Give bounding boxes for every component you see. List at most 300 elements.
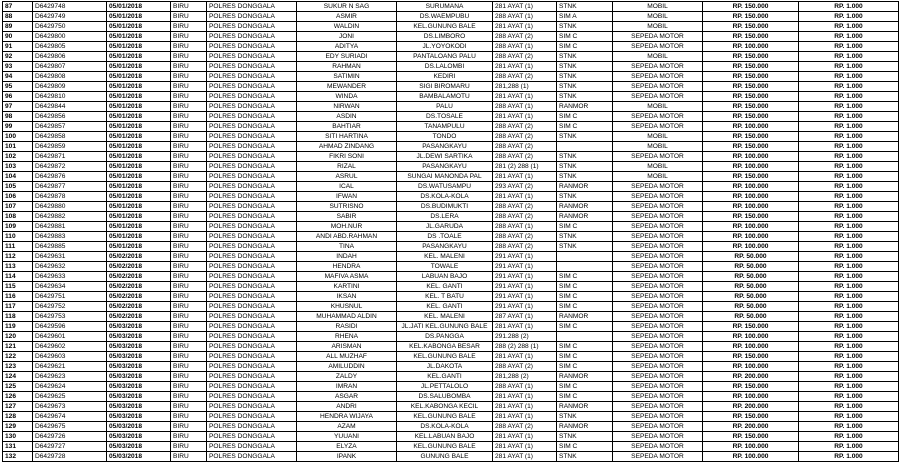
issuing-office-cell: POLRES DONGGALA [207, 172, 297, 182]
issuing-office-cell: POLRES DONGGALA [207, 222, 297, 232]
ticket-color-cell: BIRU [171, 72, 207, 82]
row-number-cell: 114 [3, 272, 33, 282]
ticket-date-cell: 05/03/2018 [107, 402, 171, 412]
issuing-office-cell: POLRES DONGGALA [207, 252, 297, 262]
issuing-office-cell: POLRES DONGGALA [207, 122, 297, 132]
offender-name-cell: KHUSNUL [297, 302, 397, 312]
ticket-color-cell: BIRU [171, 142, 207, 152]
ticket-date-cell: 05/01/2018 [107, 12, 171, 22]
table-row [3, 292, 899, 302]
violated-article-cell: 293 AYAT (2) [493, 182, 557, 192]
seized-document-cell: SIM C [557, 292, 613, 302]
fee-amount-cell: RP. 1.000 [799, 362, 899, 372]
ticket-number-cell: D6429601 [33, 332, 107, 342]
violated-article-cell: 281 AYAT (1) [493, 112, 557, 122]
issuing-office-cell: POLRES DONGGALA [207, 282, 297, 292]
fine-amount-cell: RP. 50.000 [703, 272, 799, 282]
issuing-office-cell: POLRES DONGGALA [207, 192, 297, 202]
ticket-color-cell: BIRU [171, 262, 207, 272]
ticket-number-cell: D6429621 [33, 362, 107, 372]
fine-amount-cell: RP. 150.000 [703, 352, 799, 362]
fee-amount-cell: RP. 1.000 [799, 242, 899, 252]
ticket-color-cell: BIRU [171, 32, 207, 42]
violated-article-cell: 288 AYAT (2) [493, 242, 557, 252]
table-row [3, 422, 899, 432]
seized-document-cell: RANMOR [557, 202, 613, 212]
vehicle-type-cell: SEPEDA MOTOR [613, 112, 703, 122]
vehicle-type-cell: SEPEDA MOTOR [613, 42, 703, 52]
ticket-date-cell: 05/01/2018 [107, 52, 171, 62]
offender-address-cell: KEL. GANTI [397, 282, 493, 292]
fee-amount-cell: RP. 1.000 [799, 192, 899, 202]
ticket-number-cell: D6429809 [33, 82, 107, 92]
row-number-cell: 94 [3, 72, 33, 82]
issuing-office-cell: POLRES DONGGALA [207, 402, 297, 412]
violated-article-cell: 288 AYAT (1) [493, 222, 557, 232]
fine-amount-cell: RP. 100.000 [703, 222, 799, 232]
fine-amount-cell: RP. 100.000 [703, 242, 799, 252]
violated-article-cell: 288 AYAT (2) [493, 132, 557, 142]
table-row [3, 32, 899, 42]
ticket-color-cell: BIRU [171, 442, 207, 452]
table-row [3, 442, 899, 452]
fine-amount-cell: RP. 150.000 [703, 22, 799, 32]
violated-article-cell: 281 AYAT (1) [493, 402, 557, 412]
row-number-cell: 128 [3, 412, 33, 422]
ticket-date-cell: 05/01/2018 [107, 222, 171, 232]
fee-amount-cell: RP. 1.000 [799, 122, 899, 132]
fee-amount-cell: RP. 1.000 [799, 42, 899, 52]
violated-article-cell: 288 AYAT (2) [493, 422, 557, 432]
ticket-color-cell: BIRU [171, 452, 207, 462]
seized-document-cell: SIM C [557, 322, 613, 332]
offender-name-cell: SUKUR N SAG [297, 2, 397, 12]
violated-article-cell: 288 AYAT (2) [493, 232, 557, 242]
row-number-cell: 89 [3, 22, 33, 32]
vehicle-type-cell: SEPEDA MOTOR [613, 422, 703, 432]
issuing-office-cell: POLRES DONGGALA [207, 342, 297, 352]
seized-document-cell: STNK [557, 162, 613, 172]
offender-address-cell: DS.SALUBOMBA [397, 392, 493, 402]
issuing-office-cell: POLRES DONGGALA [207, 162, 297, 172]
ticket-number-cell: D6429634 [33, 282, 107, 292]
table-row [3, 122, 899, 132]
seized-document-cell: STNK [557, 82, 613, 92]
offender-address-cell: SUNGAI MANONDA PAL [397, 172, 493, 182]
fine-amount-cell: RP. 50.000 [703, 292, 799, 302]
offender-name-cell: IFWAN [297, 192, 397, 202]
vehicle-type-cell: MOBIL [613, 12, 703, 22]
ticket-color-cell: BIRU [171, 302, 207, 312]
seized-document-cell: STNK [557, 22, 613, 32]
offender-address-cell: KEL. MALENI [397, 252, 493, 262]
table-row [3, 272, 899, 282]
fine-amount-cell: RP. 150.000 [703, 2, 799, 12]
row-number-cell: 108 [3, 212, 33, 222]
offender-address-cell: DS .TOALE [397, 232, 493, 242]
ticket-number-cell: D6429885 [33, 242, 107, 252]
fee-amount-cell: RP. 1.000 [799, 12, 899, 22]
table-row [3, 102, 899, 112]
seized-document-cell: SIM C [557, 122, 613, 132]
table-row [3, 192, 899, 202]
ticket-number-cell: D6429727 [33, 442, 107, 452]
ticket-color-cell: BIRU [171, 152, 207, 162]
fee-amount-cell: RP. 1.000 [799, 62, 899, 72]
ticket-color-cell: BIRU [171, 62, 207, 72]
fee-amount-cell: RP. 1.000 [799, 332, 899, 342]
offender-name-cell: IMRAN [297, 382, 397, 392]
ticket-date-cell: 05/03/2018 [107, 442, 171, 452]
offender-name-cell: RASIDI [297, 322, 397, 332]
vehicle-type-cell: SEPEDA MOTOR [613, 82, 703, 92]
offender-address-cell: KEL.KABONGA BESAR [397, 342, 493, 352]
ticket-color-cell: BIRU [171, 332, 207, 342]
violated-article-cell: 281 AYAT (1) [493, 452, 557, 462]
offender-name-cell: ARISMAN [297, 342, 397, 352]
fine-amount-cell: RP. 150.000 [703, 112, 799, 122]
ticket-color-cell: BIRU [171, 232, 207, 242]
seized-document-cell: SIM C [557, 42, 613, 52]
ticket-color-cell: BIRU [171, 422, 207, 432]
offender-name-cell: SUTRISNO [297, 202, 397, 212]
offender-address-cell: KEL.KABONGA KECIL [397, 402, 493, 412]
table-row [3, 332, 899, 342]
ticket-color-cell: BIRU [171, 192, 207, 202]
seized-document-cell: SIM C [557, 392, 613, 402]
issuing-office-cell: POLRES DONGGALA [207, 332, 297, 342]
issuing-office-cell: POLRES DONGGALA [207, 92, 297, 102]
ticket-color-cell: BIRU [171, 432, 207, 442]
ticket-color-cell: BIRU [171, 382, 207, 392]
vehicle-type-cell: SEPEDA MOTOR [613, 152, 703, 162]
ticket-date-cell: 05/01/2018 [107, 22, 171, 32]
issuing-office-cell: POLRES DONGGALA [207, 52, 297, 62]
fine-amount-cell: RP. 50.000 [703, 282, 799, 292]
seized-document-cell: STNK [557, 62, 613, 72]
seized-document-cell: SIM C [557, 302, 613, 312]
violated-article-cell: 291 AYAT (1) [493, 302, 557, 312]
ticket-date-cell: 05/01/2018 [107, 102, 171, 112]
fee-amount-cell: RP. 1.000 [799, 432, 899, 442]
offender-address-cell: LABUAN BAJO [397, 272, 493, 282]
vehicle-type-cell: MOBIL [613, 102, 703, 112]
issuing-office-cell: POLRES DONGGALA [207, 112, 297, 122]
row-number-cell: 129 [3, 422, 33, 432]
violated-article-cell: 281 AYAT (1) [493, 412, 557, 422]
ticket-number-cell: D6429808 [33, 72, 107, 82]
seized-document-cell: SIM C [557, 362, 613, 372]
ticket-color-cell: BIRU [171, 2, 207, 12]
violated-article-cell: 291 AYAT (1) [493, 272, 557, 282]
violated-article-cell: 291 AYAT (1) [493, 292, 557, 302]
seized-document-cell: STNK [557, 232, 613, 242]
ticket-number-cell: D6429752 [33, 302, 107, 312]
fee-amount-cell: RP. 1.000 [799, 312, 899, 322]
row-number-cell: 92 [3, 52, 33, 62]
fine-amount-cell: RP. 150.000 [703, 12, 799, 22]
offender-name-cell: ALL MUZHAF [297, 352, 397, 362]
ticket-date-cell: 05/01/2018 [107, 2, 171, 12]
issuing-office-cell: POLRES DONGGALA [207, 372, 297, 382]
violated-article-cell: 281,288 (1) [493, 82, 557, 92]
table-row [3, 2, 899, 12]
fine-amount-cell: RP. 200.000 [703, 402, 799, 412]
table-row [3, 392, 899, 402]
ticket-number-cell: D6429750 [33, 22, 107, 32]
ticket-color-cell: BIRU [171, 212, 207, 222]
fee-amount-cell: RP. 1.000 [799, 2, 899, 12]
ticket-date-cell: 05/03/2018 [107, 352, 171, 362]
ticket-color-cell: BIRU [171, 272, 207, 282]
issuing-office-cell: POLRES DONGGALA [207, 62, 297, 72]
table-row [3, 402, 899, 412]
row-number-cell: 126 [3, 392, 33, 402]
seized-document-cell: RANMOR [557, 422, 613, 432]
issuing-office-cell: POLRES DONGGALA [207, 142, 297, 152]
vehicle-type-cell: SEPEDA MOTOR [613, 342, 703, 352]
vehicle-type-cell: SEPEDA MOTOR [613, 212, 703, 222]
vehicle-type-cell: SEPEDA MOTOR [613, 352, 703, 362]
issuing-office-cell: POLRES DONGGALA [207, 382, 297, 392]
ticket-number-cell: D6429603 [33, 352, 107, 362]
table-row [3, 62, 899, 72]
table-row [3, 352, 899, 362]
offender-address-cell: BAMBALAMOTU [397, 92, 493, 102]
violated-article-cell: 281,288 (2) [493, 372, 557, 382]
ticket-date-cell: 05/01/2018 [107, 82, 171, 92]
vehicle-type-cell: SEPEDA MOTOR [613, 92, 703, 102]
table-row [3, 142, 899, 152]
ticket-number-cell: D6429674 [33, 412, 107, 422]
offender-address-cell: PASANGKAYU [397, 242, 493, 252]
fine-amount-cell: RP. 150.000 [703, 322, 799, 332]
ticket-color-cell: BIRU [171, 52, 207, 62]
offender-name-cell: AMILUDDIN [297, 362, 397, 372]
seized-document-cell: SIM C [557, 342, 613, 352]
ticket-date-cell: 05/03/2018 [107, 412, 171, 422]
fee-amount-cell: RP. 1.000 [799, 292, 899, 302]
violated-article-cell: 281 AYAT (1) [493, 432, 557, 442]
table-row [3, 312, 899, 322]
violated-article-cell: 288 AYAT (1) [493, 102, 557, 112]
offender-address-cell: JL.DEWI SARTIKA [397, 152, 493, 162]
ticket-color-cell: BIRU [171, 132, 207, 142]
ticket-color-cell: BIRU [171, 202, 207, 212]
violated-article-cell: 288 (2) 288 (1) [493, 342, 557, 352]
ticket-number-cell: D6429859 [33, 142, 107, 152]
row-number-cell: 118 [3, 312, 33, 322]
offender-address-cell: DS.LERA [397, 212, 493, 222]
row-number-cell: 106 [3, 192, 33, 202]
issuing-office-cell: POLRES DONGGALA [207, 102, 297, 112]
ticket-date-cell: 05/01/2018 [107, 62, 171, 72]
offender-name-cell: MEWANDER [297, 82, 397, 92]
vehicle-type-cell: SEPEDA MOTOR [613, 62, 703, 72]
vehicle-type-cell: SEPEDA MOTOR [613, 402, 703, 412]
row-number-cell: 112 [3, 252, 33, 262]
fine-amount-cell: RP. 100.000 [703, 182, 799, 192]
row-number-cell: 93 [3, 62, 33, 72]
ticket-color-cell: BIRU [171, 392, 207, 402]
issuing-office-cell: POLRES DONGGALA [207, 312, 297, 322]
seized-document-cell: SIM C [557, 352, 613, 362]
offender-address-cell: DS.WATUSAMPU [397, 182, 493, 192]
issuing-office-cell: POLRES DONGGALA [207, 302, 297, 312]
offender-name-cell: RHENA [297, 332, 397, 342]
ticket-color-cell: BIRU [171, 162, 207, 172]
ticket-color-cell: BIRU [171, 102, 207, 112]
ticket-date-cell: 05/03/2018 [107, 342, 171, 352]
row-number-cell: 117 [3, 302, 33, 312]
ticket-color-cell: BIRU [171, 172, 207, 182]
ticket-date-cell: 05/02/2018 [107, 312, 171, 322]
ticket-number-cell: D6429633 [33, 272, 107, 282]
fee-amount-cell: RP. 1.000 [799, 392, 899, 402]
ticket-color-cell: BIRU [171, 12, 207, 22]
ticket-table-body [3, 2, 899, 462]
vehicle-type-cell: SEPEDA MOTOR [613, 202, 703, 212]
offender-address-cell: KEL. MALENI [397, 312, 493, 322]
table-row [3, 452, 899, 462]
fee-amount-cell: RP. 1.000 [799, 32, 899, 42]
ticket-number-cell: D6429877 [33, 182, 107, 192]
offender-name-cell: AHMAD ZINDANG [297, 142, 397, 152]
row-number-cell: 110 [3, 232, 33, 242]
vehicle-type-cell: MOBIL [613, 132, 703, 142]
violated-article-cell: 288 AYAT (2) [493, 212, 557, 222]
table-row [3, 342, 899, 352]
fine-amount-cell: RP. 150.000 [703, 142, 799, 152]
ticket-color-cell: BIRU [171, 42, 207, 52]
violated-article-cell: 288 AYAT (2) [493, 52, 557, 62]
vehicle-type-cell: SEPEDA MOTOR [613, 252, 703, 262]
table-row [3, 222, 899, 232]
seized-document-cell: RANMOR [557, 182, 613, 192]
ticket-color-cell: BIRU [171, 372, 207, 382]
offender-name-cell: JONI [297, 32, 397, 42]
offender-address-cell: TOWALE [397, 262, 493, 272]
offender-address-cell: PANTALOANG PALU [397, 52, 493, 62]
row-number-cell: 97 [3, 102, 33, 112]
table-row [3, 432, 899, 442]
table-row [3, 82, 899, 92]
issuing-office-cell: POLRES DONGGALA [207, 452, 297, 462]
fee-amount-cell: RP. 1.000 [799, 382, 899, 392]
offender-address-cell: KEL.GUNUNG BALE [397, 442, 493, 452]
ticket-number-cell: D6429726 [33, 432, 107, 442]
ticket-color-cell: BIRU [171, 82, 207, 92]
ticket-date-cell: 05/01/2018 [107, 92, 171, 102]
issuing-office-cell: POLRES DONGGALA [207, 262, 297, 272]
seized-document-cell: RANMOR [557, 372, 613, 382]
issuing-office-cell: POLRES DONGGALA [207, 2, 297, 12]
table-row [3, 252, 899, 262]
issuing-office-cell: POLRES DONGGALA [207, 132, 297, 142]
violated-article-cell: 281 AYAT (1) [493, 22, 557, 32]
ticket-number-cell: D6429602 [33, 342, 107, 352]
ticket-number-cell: D6429748 [33, 2, 107, 12]
ticket-number-cell: D6429876 [33, 172, 107, 182]
ticket-color-cell: BIRU [171, 402, 207, 412]
offender-name-cell: IKSAN [297, 292, 397, 302]
issuing-office-cell: POLRES DONGGALA [207, 432, 297, 442]
fine-amount-cell: RP. 100.000 [703, 362, 799, 372]
ticket-color-cell: BIRU [171, 122, 207, 132]
ticket-date-cell: 05/03/2018 [107, 362, 171, 372]
fine-amount-cell: RP. 50.000 [703, 312, 799, 322]
row-number-cell: 103 [3, 162, 33, 172]
ticket-date-cell: 05/01/2018 [107, 72, 171, 82]
ticket-color-cell: BIRU [171, 222, 207, 232]
vehicle-type-cell: SEPEDA MOTOR [613, 222, 703, 232]
row-number-cell: 111 [3, 242, 33, 252]
offender-address-cell: SURUMANA [397, 2, 493, 12]
fee-amount-cell: RP. 1.000 [799, 72, 899, 82]
fine-amount-cell: RP. 100.000 [703, 42, 799, 52]
row-number-cell: 105 [3, 182, 33, 192]
seized-document-cell: STNK [557, 132, 613, 142]
vehicle-type-cell: SEPEDA MOTOR [613, 182, 703, 192]
ticket-date-cell: 05/02/2018 [107, 282, 171, 292]
fee-amount-cell: RP. 1.000 [799, 402, 899, 412]
seized-document-cell: STNK [557, 2, 613, 12]
ticket-date-cell: 05/01/2018 [107, 42, 171, 52]
vehicle-type-cell: SEPEDA MOTOR [613, 332, 703, 342]
row-number-cell: 87 [3, 2, 33, 12]
violated-article-cell: 291 AYAT (1) [493, 262, 557, 272]
ticket-date-cell: 05/01/2018 [107, 152, 171, 162]
violated-article-cell: 288 AYAT (1) [493, 42, 557, 52]
ticket-number-cell: D6429749 [33, 12, 107, 22]
fine-amount-cell: RP. 150.000 [703, 132, 799, 142]
offender-name-cell: RIZAL [297, 162, 397, 172]
vehicle-type-cell: SEPEDA MOTOR [613, 262, 703, 272]
row-number-cell: 107 [3, 202, 33, 212]
row-number-cell: 116 [3, 292, 33, 302]
table-row [3, 202, 899, 212]
offender-name-cell: IPANK [297, 452, 397, 462]
table-row [3, 322, 899, 332]
ticket-color-cell: BIRU [171, 22, 207, 32]
offender-address-cell: PALU [397, 102, 493, 112]
row-number-cell: 113 [3, 262, 33, 272]
vehicle-type-cell: SEPEDA MOTOR [613, 282, 703, 292]
table-row [3, 302, 899, 312]
fine-amount-cell: RP. 100.000 [703, 122, 799, 132]
ticket-color-cell: BIRU [171, 242, 207, 252]
table-row [3, 152, 899, 162]
issuing-office-cell: POLRES DONGGALA [207, 352, 297, 362]
fee-amount-cell: RP. 1.000 [799, 22, 899, 32]
seized-document-cell: STNK [557, 52, 613, 62]
seized-document-cell: RANMOR [557, 312, 613, 322]
violated-article-cell: 281 AYAT (1) [493, 2, 557, 12]
row-number-cell: 90 [3, 32, 33, 42]
row-number-cell: 96 [3, 92, 33, 102]
ticket-number-cell: D6429632 [33, 262, 107, 272]
table-row [3, 262, 899, 272]
offender-name-cell: MAFIVA ASMA [297, 272, 397, 282]
vehicle-type-cell: SEPEDA MOTOR [613, 32, 703, 42]
table-row [3, 182, 899, 192]
issuing-office-cell: POLRES DONGGALA [207, 422, 297, 432]
vehicle-type-cell: MOBIL [613, 172, 703, 182]
table-row [3, 92, 899, 102]
row-number-cell: 101 [3, 142, 33, 152]
issuing-office-cell: POLRES DONGGALA [207, 82, 297, 92]
fee-amount-cell: RP. 1.000 [799, 442, 899, 452]
